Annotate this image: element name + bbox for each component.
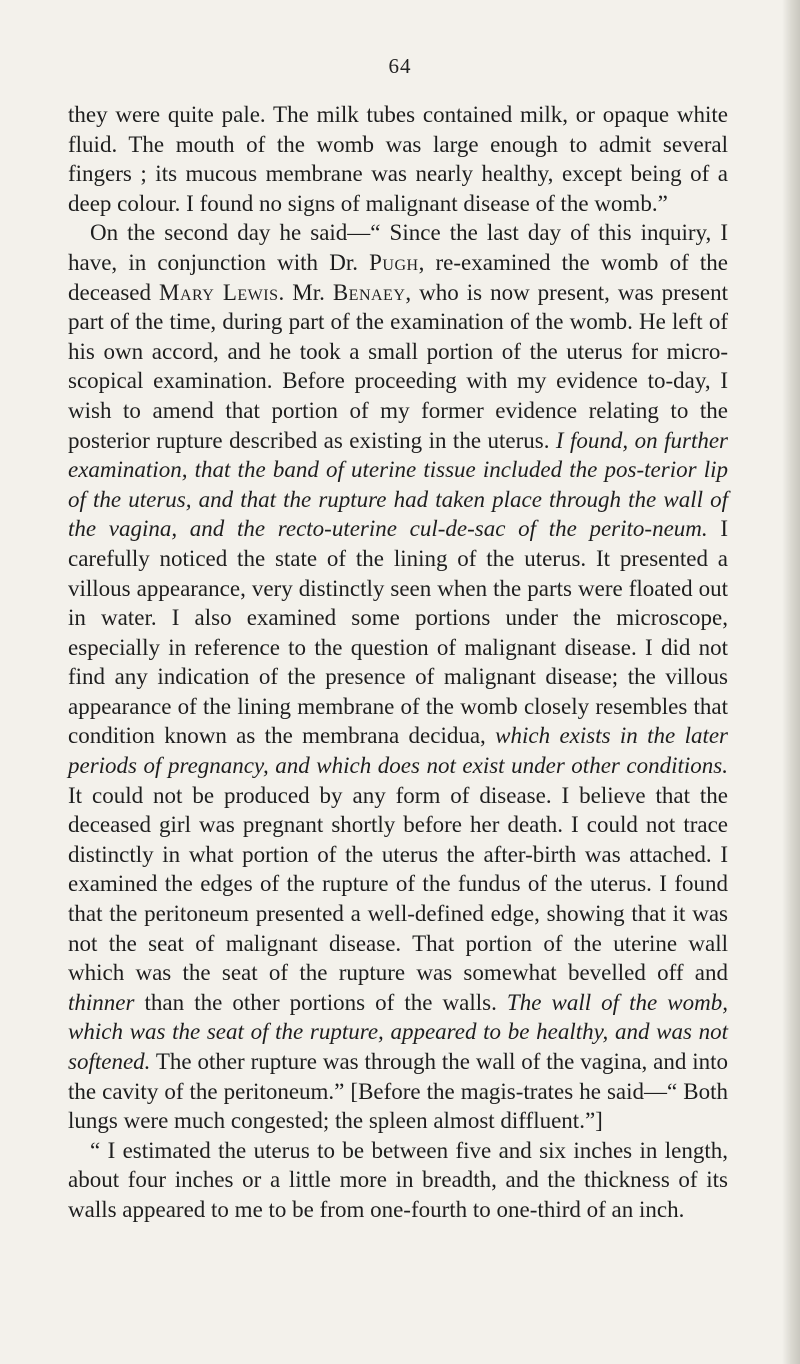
small-caps-name: Benaey: [332, 279, 406, 305]
text-run: , who is now present, was present part of the time, during part of the examination of the womb. He left of his own accord, and he took a small portion of the uterus for micro-scopical examination. Before proceeding with my evidence to-day, I wish to amend that portion of my former evidence relating to the posterior rupture described as existing in the uterus.: [68, 279, 729, 453]
body-text: [68, 100, 728, 1225]
text-run: On the second day he said—“ Since the last day of this inquiry, I have, in conjunction with Dr.: [68, 220, 728, 275]
paragraph: [68, 100, 728, 218]
italic-text: The wall of the womb, which was the seat of the rupture, appeared to be healthy, and was not softened.: [68, 989, 729, 1074]
text-run: . Mr.: [278, 279, 333, 305]
text-run: It could not be produced by any form of disease. I believe that the deceased girl was pregnant shortly before her death. I could not trace distinctly in what portion of the uterus the after-birth was attached. I examined the edges of the rupture of the fundus of the uterus. I found that the peritoneum presented a well-defined edge, showing that it was not the seat of malignant disease. That portion of the uterine wall which was the seat of the rupture was somewhat bevelled off and: [68, 782, 728, 986]
text-run: , re-examined the womb of the deceased: [68, 249, 728, 305]
text-run: than the other portions of the walls.: [134, 989, 507, 1015]
text-run: they were quite pale. The milk tubes contained milk, or opaque white fluid. The mouth of the womb was large enough to admit several fingers ; its mucous membrane was nearly healthy, except being of a deep colour. I found no signs of malignant disease of the womb.”: [68, 102, 728, 216]
paragraph: [68, 1136, 728, 1225]
text-run: “ I estimated the uterus to be between five and six inches in length, about four inches or a little more in breadth, and the thickness of its walls appeared to me to be from one-fourth to one-third of an inch.: [68, 1137, 728, 1222]
text-run: I carefully noticed the state of the lining of the uterus. It presented a villous appearance, very distinctly seen when the parts were floated out in water. I also examined some portions under the microscope, especially in reference to the question of malignant disease. I did not find any indication of the presence of malignant disease; the villous appearance of the lining membrane of the womb closely resembles that condition known as the membrana decidua,: [68, 516, 728, 749]
text-run: The other rupture was through the wall of the vagina, and into the cavity of the peritoneum.” [Before the magis-trates he said—“ Both lungs were much congested; the spleen almost diffluent.”]: [68, 1049, 728, 1134]
small-caps-name: Pugh: [369, 249, 419, 275]
page-edge-shadow: [782, 0, 800, 1364]
page-number: 64: [388, 54, 412, 78]
italic-text: thinner: [68, 989, 135, 1015]
italic-text: I found, on further examination, that the band of uterine tissue included the pos-terior lip of the uterus, and that the rupture had taken place through the wall of the vagina, and the recto-uterine cul-de-sac of the perito-neum.: [68, 427, 728, 542]
small-caps-name: Mary Lewis: [159, 279, 279, 305]
paragraph: [68, 218, 728, 1135]
italic-text: which exists in the later periods of pregnancy, and which does not exist under other conditions.: [68, 723, 729, 779]
